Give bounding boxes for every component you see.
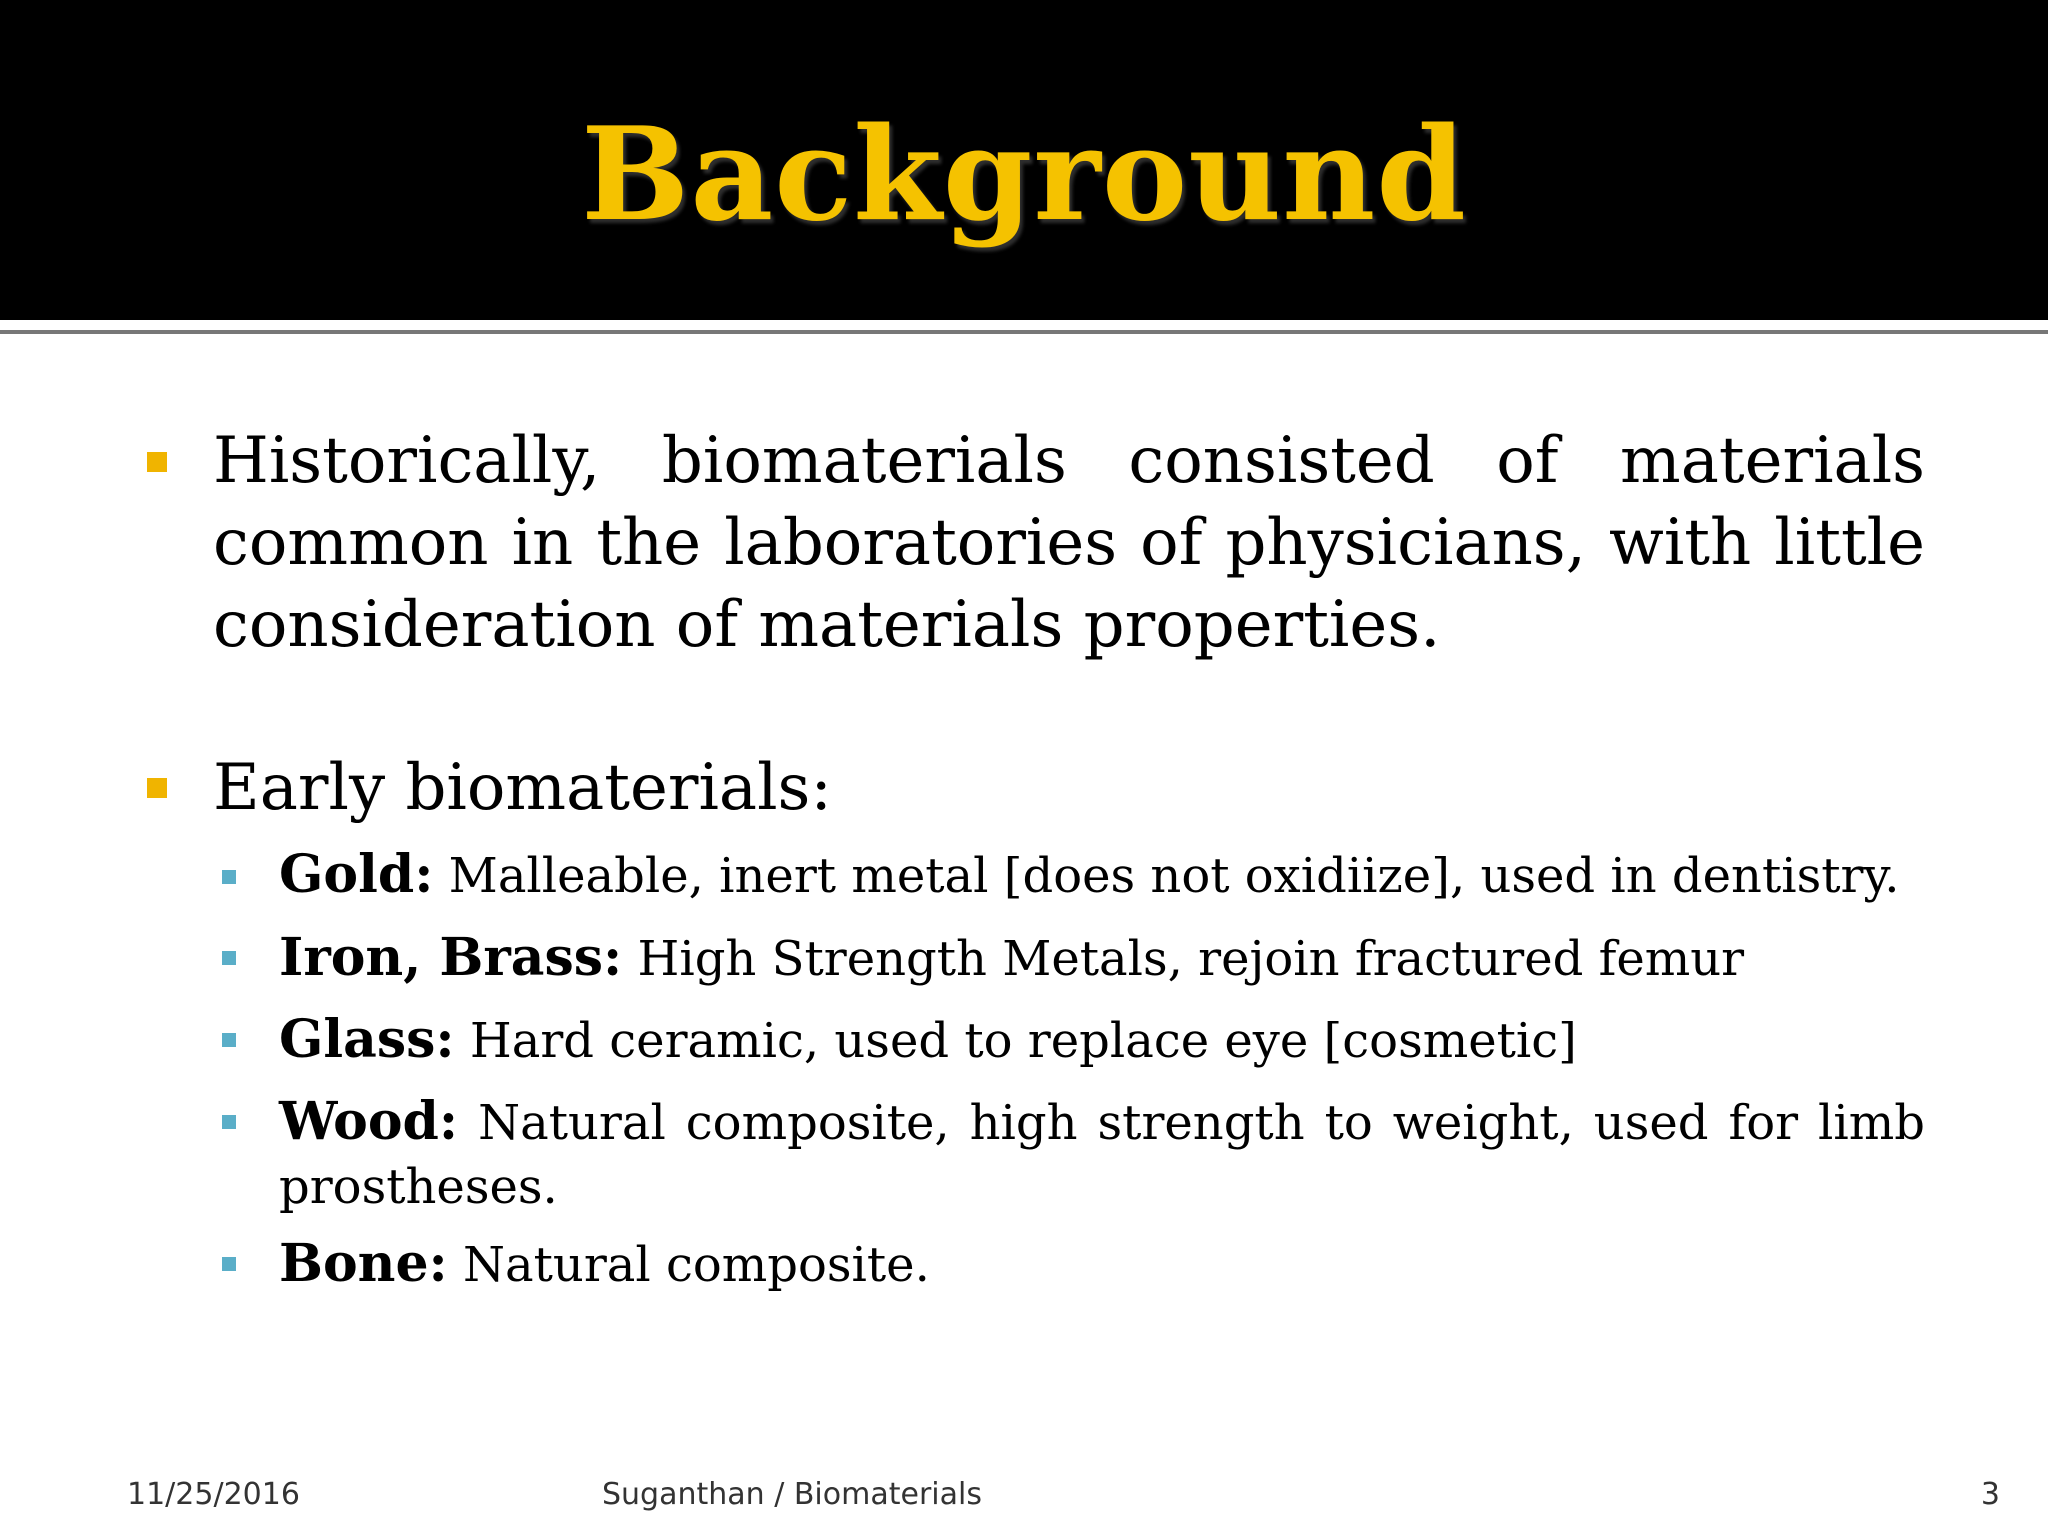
sub-bullet-gold (279, 843, 1925, 908)
page-number: 3 (1980, 1477, 2000, 1512)
sub-bullet-marker (222, 1257, 236, 1271)
bullet-marker (147, 452, 167, 472)
sub-bullet-iron-brass (279, 926, 1925, 991)
sub-bullet-marker (222, 951, 236, 965)
description: Natural composite, high strength to weight, used for limb prostheses. (279, 1095, 1925, 1215)
term: Gold: (279, 844, 434, 905)
sub-bullet-glass (279, 1008, 1925, 1073)
description: Hard ceramic, used to replace eye [cosmetic] (454, 1013, 1577, 1069)
term: Bone: (279, 1233, 448, 1294)
sub-bullet-wood (279, 1090, 1925, 1219)
bullet-historically: Historically, biomaterials consisted of materials common in the laboratories of physicians, with little consideration of materials properties. (213, 424, 1925, 662)
bullet-early-biomaterials: Early biomaterials: (213, 751, 832, 825)
term: Wood: (279, 1091, 459, 1152)
bullet-marker (147, 778, 167, 798)
term: Iron, Brass: (279, 927, 623, 988)
sub-bullet-marker (222, 1115, 236, 1129)
sub-bullet-marker (222, 1033, 236, 1047)
footer-title: Suganthan / Biomaterials (602, 1477, 982, 1512)
sub-bullet-marker (222, 870, 236, 884)
description: Malleable, inert metal [does not oxidiize], used in dentistry. (433, 848, 1900, 904)
description: Natural composite. (447, 1237, 930, 1293)
sub-bullet-bone (279, 1232, 1925, 1297)
footer-date: 11/25/2016 (127, 1477, 300, 1512)
term: Glass: (279, 1009, 455, 1070)
slide-title: Background (581, 100, 1467, 250)
description: High Strength Metals, rejoin fractured femur (622, 931, 1745, 987)
